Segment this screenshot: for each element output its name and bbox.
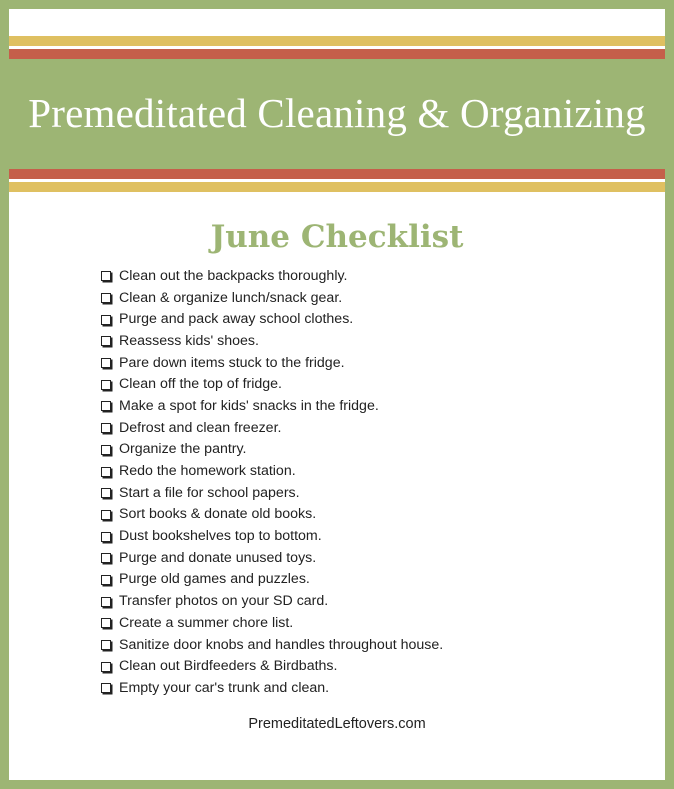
checklist-item[interactable] [101,417,443,439]
checkbox-icon[interactable] [101,640,111,650]
footer-site-name: PremeditatedLeftovers.com [248,716,426,732]
red-stripe-top [9,49,665,59]
checkbox-icon[interactable] [101,488,111,498]
checklist-item[interactable] [101,395,443,417]
checkbox-icon[interactable] [101,336,111,346]
checklist-item[interactable] [101,265,443,287]
checkbox-icon[interactable] [101,662,111,672]
checklist-item-label: Sort books & donate old books. [119,506,317,523]
checklist-item-label: Clean & organize lunch/snack gear. [119,289,343,306]
checkbox-icon[interactable] [101,575,111,585]
checkbox-icon[interactable] [101,553,111,563]
checklist-item-label: Clean out the backpacks thoroughly. [119,267,348,284]
checklist-item[interactable] [101,439,443,461]
checklist-item-label: Sanitize door knobs and handles throughout house. [119,636,444,653]
checklist-item-label: Empty your car's trunk and clean. [119,679,330,696]
gold-stripe-bottom [9,182,665,192]
checklist-item[interactable] [101,504,443,526]
checklist-item[interactable] [101,547,443,569]
checkbox-icon[interactable] [101,597,111,607]
checklist-item[interactable] [101,634,443,656]
checkbox-icon[interactable] [101,358,111,368]
checkbox-icon[interactable] [101,618,111,628]
checklist-item-label: Defrost and clean freezer. [119,419,282,436]
checklist-item-label: Purge and pack away school clothes. [119,311,354,328]
checklist-item[interactable] [101,330,443,352]
checklist-item-label: Make a spot for kids' snacks in the fridge. [119,397,379,414]
checklist-item-label: Transfer photos on your SD card. [119,593,329,610]
checkbox-icon[interactable] [101,315,111,325]
checklist-item-label: Purge old games and puzzles. [119,571,310,588]
checkbox-icon[interactable] [101,380,111,390]
checkbox-icon[interactable] [101,401,111,411]
checklist-item[interactable] [101,373,443,395]
checklist-item[interactable] [101,287,443,309]
checklist-item[interactable] [101,525,443,547]
checkbox-icon[interactable] [101,467,111,477]
checklist [101,265,443,699]
checklist-item-label: Redo the homework station. [119,463,296,480]
checkbox-icon[interactable] [101,271,111,281]
checklist-item-label: Create a summer chore list. [119,614,294,631]
banner-title: Premeditated Cleaning & Organizing [28,90,646,136]
checklist-item[interactable] [101,677,443,699]
checklist-item-label: Organize the pantry. [119,441,247,458]
checklist-item[interactable] [101,460,443,482]
checklist-item-label: Start a file for school papers. [119,484,300,501]
red-stripe-bottom [9,169,665,179]
checklist-title: June Checklist [210,219,464,255]
checklist-item[interactable] [101,569,443,591]
checklist-item-label: Pare down items stuck to the fridge. [119,354,345,371]
checkbox-icon[interactable] [101,445,111,455]
checklist-item[interactable] [101,655,443,677]
checklist-item[interactable] [101,352,443,374]
checklist-item[interactable] [101,590,443,612]
gold-stripe-top [9,36,665,46]
checkbox-icon[interactable] [101,510,111,520]
checklist-item[interactable] [101,612,443,634]
checklist-page [9,9,665,780]
checkbox-icon[interactable] [101,293,111,303]
checklist-item-label: Dust bookshelves top to bottom. [119,528,322,545]
checkbox-icon[interactable] [101,423,111,433]
checkbox-icon[interactable] [101,532,111,542]
checkbox-icon[interactable] [101,683,111,693]
checklist-item[interactable] [101,308,443,330]
checklist-item-label: Clean out Birdfeeders & Birdbaths. [119,658,338,675]
checklist-item-label: Purge and donate unused toys. [119,549,317,566]
checklist-item-label: Clean off the top of fridge. [119,376,283,393]
checklist-item-label: Reassess kids' shoes. [119,332,259,349]
checklist-item[interactable] [101,482,443,504]
